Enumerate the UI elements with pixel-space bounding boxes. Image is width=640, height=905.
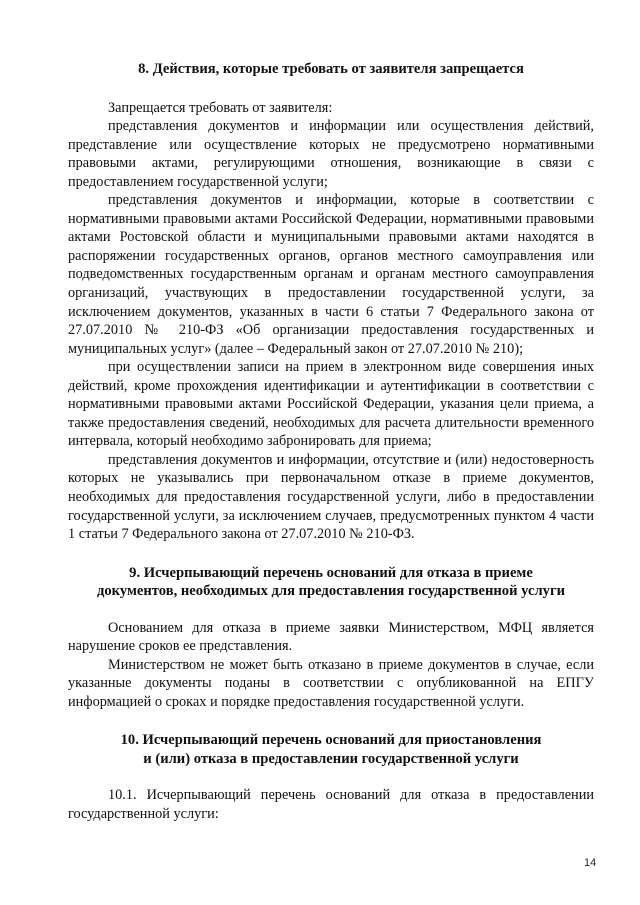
spacer [68,79,594,99]
section-9-title-line-2: документов, необходимых для предоставления государственной услуги [97,583,565,600]
section-10-title-line-2: и (или) отказа в предоставлении государственной услуги [143,750,519,767]
document-content [68,60,594,823]
spacer [68,711,594,731]
section-8-heading [68,60,594,79]
section-8-paragraph: при осуществлении записи на прием в электронном виде совершения иных действий, кроме прохождения идентификации и аутентификации в соответствии с нормативными правовыми актами Российской Федерации, указания цели приема, а также предоставления сведений, необходимых для расчета длительности временного интервала, который необходимо забронировать для приема; [68,359,594,450]
section-9-paragraph: Министерством не может быть отказано в приеме документов в случае, если указанные документы поданы в соответствии с опубликованной на ЕПГУ информацией о сроках и порядке предоставления государственной услуги. [68,656,594,710]
section-9-title-line-1: 9. Исчерпывающий перечень оснований для отказа в приеме [129,564,533,581]
section-8-paragraph: представления документов и информации или осуществления действий, представление или осуществление которых не предусмотрено нормативными правовыми актами, регулирующими отношения, возникающие в связи с предоставлением государственной услуги; [68,118,594,190]
section-8-paragraph: представления документов и информации, которые в соответствии с нормативными правовыми актами Российской Федерации, нормативными правовыми актами Ростовской области и муниципальными правовыми актами находятся в распоряжении государственных органов, органов местного самоуправления или подведомственных государственным органам и органам местного самоуправления организаций, участвующих в предоставлении государственной услуги, за исключением документов, указанных в части 6 статьи 7 Федерального закона от 27.07.2010 № 210-ФЗ «Об организации предоставления государственных и муниципальных услуг» (далее – Федеральный закон от 27.07.2010 № 210); [68,192,594,357]
section-8-title: 8. Действия, которые требовать от заявителя запрещается [138,61,524,77]
spacer [68,768,594,786]
section-8-paragraph: представления документов и информации, отсутствие и (или) недостоверность которых не указывались при первоначальном отказе в приеме документов, необходимых для предоставления государственной услуги, либо в предоставлении государственной услуги, за исключением случаев, предусмотренных пунктом 4 части 1 статьи 7 Федерального закона от 27.07.2010 № 210-ФЗ. [68,451,594,543]
section-10-paragraph: 10.1. Исчерпывающий перечень оснований для отказа в предоставлении государственной услуги: [68,787,594,822]
section-8-paragraph: Запрещается требовать от заявителя: [108,99,333,116]
page-number: 14 [584,857,597,869]
section-9-paragraph: Основанием для отказа в приеме заявки Министерством, МФЦ является нарушение сроков ее представления. [68,619,594,655]
section-10-heading [68,731,594,768]
spacer [68,601,594,619]
section-9-heading [68,564,594,601]
spacer [68,544,594,564]
section-10-title-line-1: 10. Исчерпывающий перечень оснований для приостановления [120,732,542,749]
